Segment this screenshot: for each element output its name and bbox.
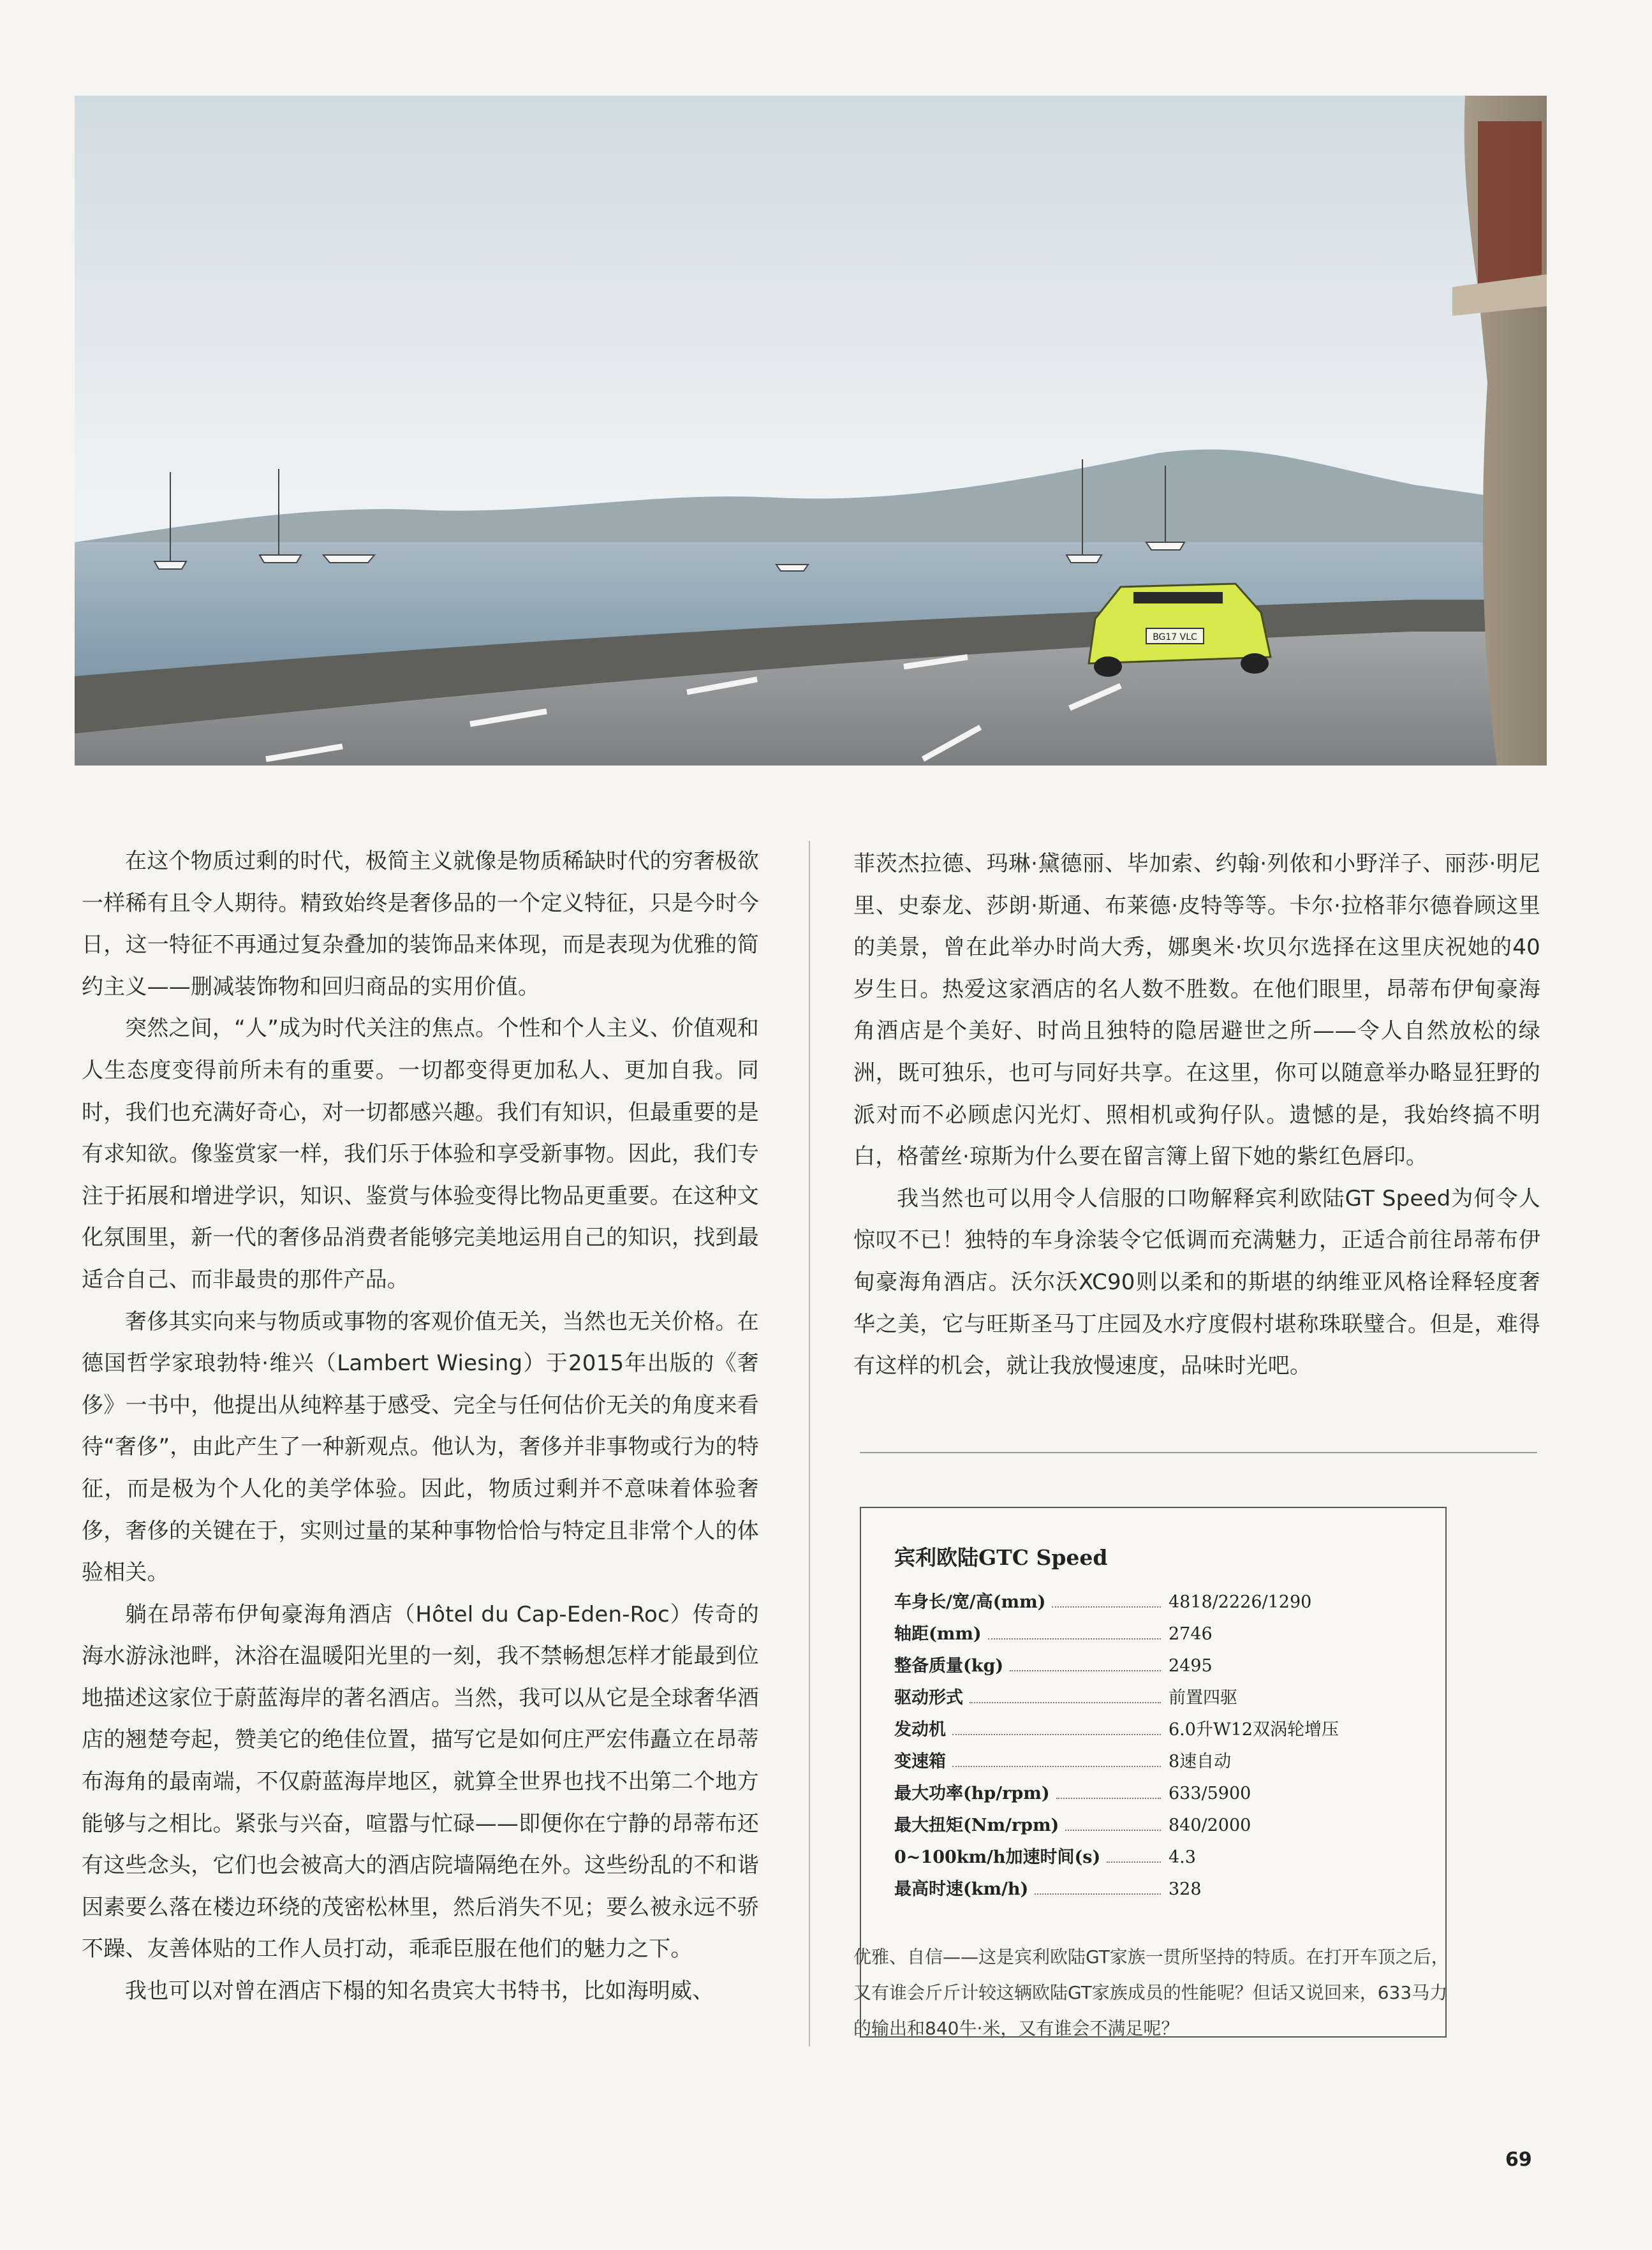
spec-label: 驱动形式 bbox=[894, 1688, 963, 1708]
dot-leader bbox=[1052, 1606, 1161, 1608]
hero-photo bbox=[75, 96, 1547, 766]
spec-row bbox=[894, 1875, 1398, 1907]
dot-leader bbox=[988, 1638, 1161, 1639]
spec-row bbox=[894, 1779, 1398, 1811]
coastal-road-illustration bbox=[75, 96, 1547, 766]
spec-label: 0~100km/h加速时间(s) bbox=[894, 1847, 1101, 1867]
spec-label: 变速箱 bbox=[894, 1752, 946, 1772]
spec-label: 最高时速(km/h) bbox=[894, 1879, 1029, 1899]
page-number: 69 bbox=[1505, 2149, 1532, 2171]
spec-row bbox=[894, 1715, 1398, 1747]
paragraph: 突然之间，“人”成为时代关注的焦点。个性和个人主义、价值观和人生态度变得前所未有的重要。一切都变得更加私人、更加自我。同时，我们也充满好奇心，对一切都感兴趣。我们有知识，但最重要的是有求知欲。像鉴赏家一样，我们乐于体验和享受新事物。因此，我们专注于拓展和增进学识，知识、鉴赏与体验变得比物品更重要。在这种文化氛围里，新一代的奢侈品消费者能够完美地运用自己的知识，找到最适合自己、而非最贵的那件产品。 bbox=[82, 1016, 759, 1292]
dot-leader bbox=[1035, 1893, 1161, 1895]
spec-value: 2746 bbox=[1169, 1624, 1213, 1644]
right-column bbox=[853, 843, 1540, 1388]
spec-label: 最大扭矩(Nm/rpm) bbox=[894, 1816, 1059, 1835]
spec-row bbox=[894, 1843, 1398, 1875]
svg-text:BG17 VLC: BG17 VLC bbox=[1153, 632, 1197, 642]
spec-label: 发动机 bbox=[894, 1720, 946, 1740]
spec-row bbox=[894, 1747, 1398, 1779]
section-rule bbox=[860, 1452, 1537, 1453]
paragraph: 菲茨杰拉德、玛琳·黛德丽、毕加索、约翰·列侬和小野洋子、丽莎·明尼里、史泰龙、莎朗·斯通、布莱德·皮特等等。卡尔·拉格菲尔德眷顾这里的美景，曾在此举办时尚大秀，娜奥米·坎贝尔选择在这里庆祝她的40岁生日。热爱这家酒店的名人数不胜数。在他们眼里，昂蒂布伊甸豪海角酒店是个美好、时尚且独特的隐居避世之所——令人自然放松的绿洲，既可独乐，也可与同好共享。在这里，你可以随意举办略显狂野的派对而不必顾虑闪光灯、照相机或狗仔队。遗憾的是，我始终搞不明白，格蕾丝·琼斯为什么要在留言簿上留下她的紫红色唇印。 bbox=[853, 851, 1540, 1170]
dot-leader bbox=[952, 1733, 1161, 1735]
spec-value: 8速自动 bbox=[1169, 1752, 1232, 1772]
spec-value: 328 bbox=[1169, 1879, 1202, 1899]
spec-value: 633/5900 bbox=[1169, 1784, 1251, 1803]
dot-leader bbox=[952, 1765, 1161, 1767]
column-divider bbox=[809, 841, 810, 2046]
photo-caption: 优雅、自信——这是宾利欧陆GT家族一贯所坚持的特质。在打开车顶之后，又有谁会斤斤计较这辆欧陆GT家族成员的性能呢？但话又说回来，633马力的输出和840牛·米，又有谁会不满足呢？ bbox=[853, 1946, 1449, 2039]
spec-row bbox=[894, 1620, 1398, 1652]
left-column bbox=[82, 841, 759, 2013]
dot-leader bbox=[1056, 1797, 1161, 1799]
spec-value: 6.0升W12双涡轮增压 bbox=[1169, 1720, 1339, 1740]
spec-value: 前置四驱 bbox=[1169, 1688, 1237, 1708]
spec-label: 最大功率(hp/rpm) bbox=[894, 1784, 1050, 1803]
spec-row bbox=[894, 1652, 1398, 1684]
paragraph: 在这个物质过剩的时代，极简主义就像是物质稀缺时代的穷奢极欲一样稀有且令人期待。精致始终是奢侈品的一个定义特征，只是今时今日，这一特征不再通过复杂叠加的装饰品来体现，而是表现为优雅的简约主义——删减装饰物和回归商品的实用价值。 bbox=[82, 848, 759, 1000]
paragraph: 奢侈其实向来与物质或事物的客观价值无关，当然也无关价格。在德国哲学家琅勃特·维兴（Lambert Wiesing）于2015年出版的《奢侈》一书中，他提出从纯粹基于感受、完全与任何估价无关的角度来看待“奢侈”，由此产生了一种新观点。他认为，奢侈并非事物或行为的特征，而是极为个人化的美学体验。因此，物质过剩并不意味着体验奢侈，奢侈的关键在于，实则过量的某种事物恰恰与特定且非常个人的体验相关。 bbox=[82, 1308, 759, 1586]
dot-leader bbox=[1107, 1861, 1161, 1863]
spec-title: 宾利欧陆GTC Speed bbox=[894, 1545, 1108, 1570]
spec-value: 840/2000 bbox=[1169, 1816, 1251, 1835]
paragraph: 躺在昂蒂布伊甸豪海角酒店（Hôtel du Cap-Eden-Roc）传奇的海水游泳池畔，沐浴在温暖阳光里的一刻，我不禁畅想怎样才能最到位地描述这家位于蔚蓝海岸的著名酒店。当然，我可以从它是全球奢华酒店的翘楚夸起，赞美它的绝佳位置，描写它是如何庄严宏伟矗立在昂蒂布海角的最南端，不仅蔚蓝海岸地区，就算全世界也找不出第二个地方能够与之相比。紧张与兴奋，喧嚣与忙碌——即便你在宁静的昂蒂布还有这些念头，它们也会被高大的酒店院墙隔绝在外。这些纷乱的不和谐因素要么落在楼边环绕的茂密松林里，然后消失不见；要么被永远不骄不躁、友善体贴的工作人员打动，乖乖臣服在他们的魅力之下。 bbox=[82, 1601, 759, 1962]
paragraph: 我也可以对曾在酒店下榻的知名贵宾大书特书，比如海明威、 bbox=[125, 1978, 714, 2004]
spec-row bbox=[894, 1588, 1398, 1620]
tower-windows bbox=[1478, 121, 1542, 287]
spec-value: 4818/2226/1290 bbox=[1169, 1592, 1312, 1612]
spec-row bbox=[894, 1811, 1398, 1843]
spec-value: 2495 bbox=[1169, 1656, 1213, 1676]
spec-label: 车身长/宽/高(mm) bbox=[894, 1592, 1046, 1612]
spec-list bbox=[894, 1588, 1398, 1907]
dot-leader bbox=[1010, 1669, 1161, 1671]
spec-label: 整备质量(kg) bbox=[894, 1656, 1004, 1676]
spec-label: 轴距(mm) bbox=[894, 1624, 982, 1644]
dot-leader bbox=[970, 1701, 1161, 1703]
paragraph: 我当然也可以用令人信服的口吻解释宾利欧陆GT Speed为何令人惊叹不已！独特的车身涂装令它低调而充满魅力，正适合前往昂蒂布伊甸豪海角酒店。沃尔沃XC90则以柔和的斯堪的纳维亚风格诠释轻度奢华之美，它与旺斯圣马丁庄园及水疗度假村堪称珠联璧合。但是，难得有这样的机会，就让我放慢速度，品味时光吧。 bbox=[853, 1185, 1540, 1379]
spec-row bbox=[894, 1684, 1398, 1715]
dot-leader bbox=[1065, 1829, 1161, 1831]
spec-value: 4.3 bbox=[1169, 1847, 1196, 1867]
